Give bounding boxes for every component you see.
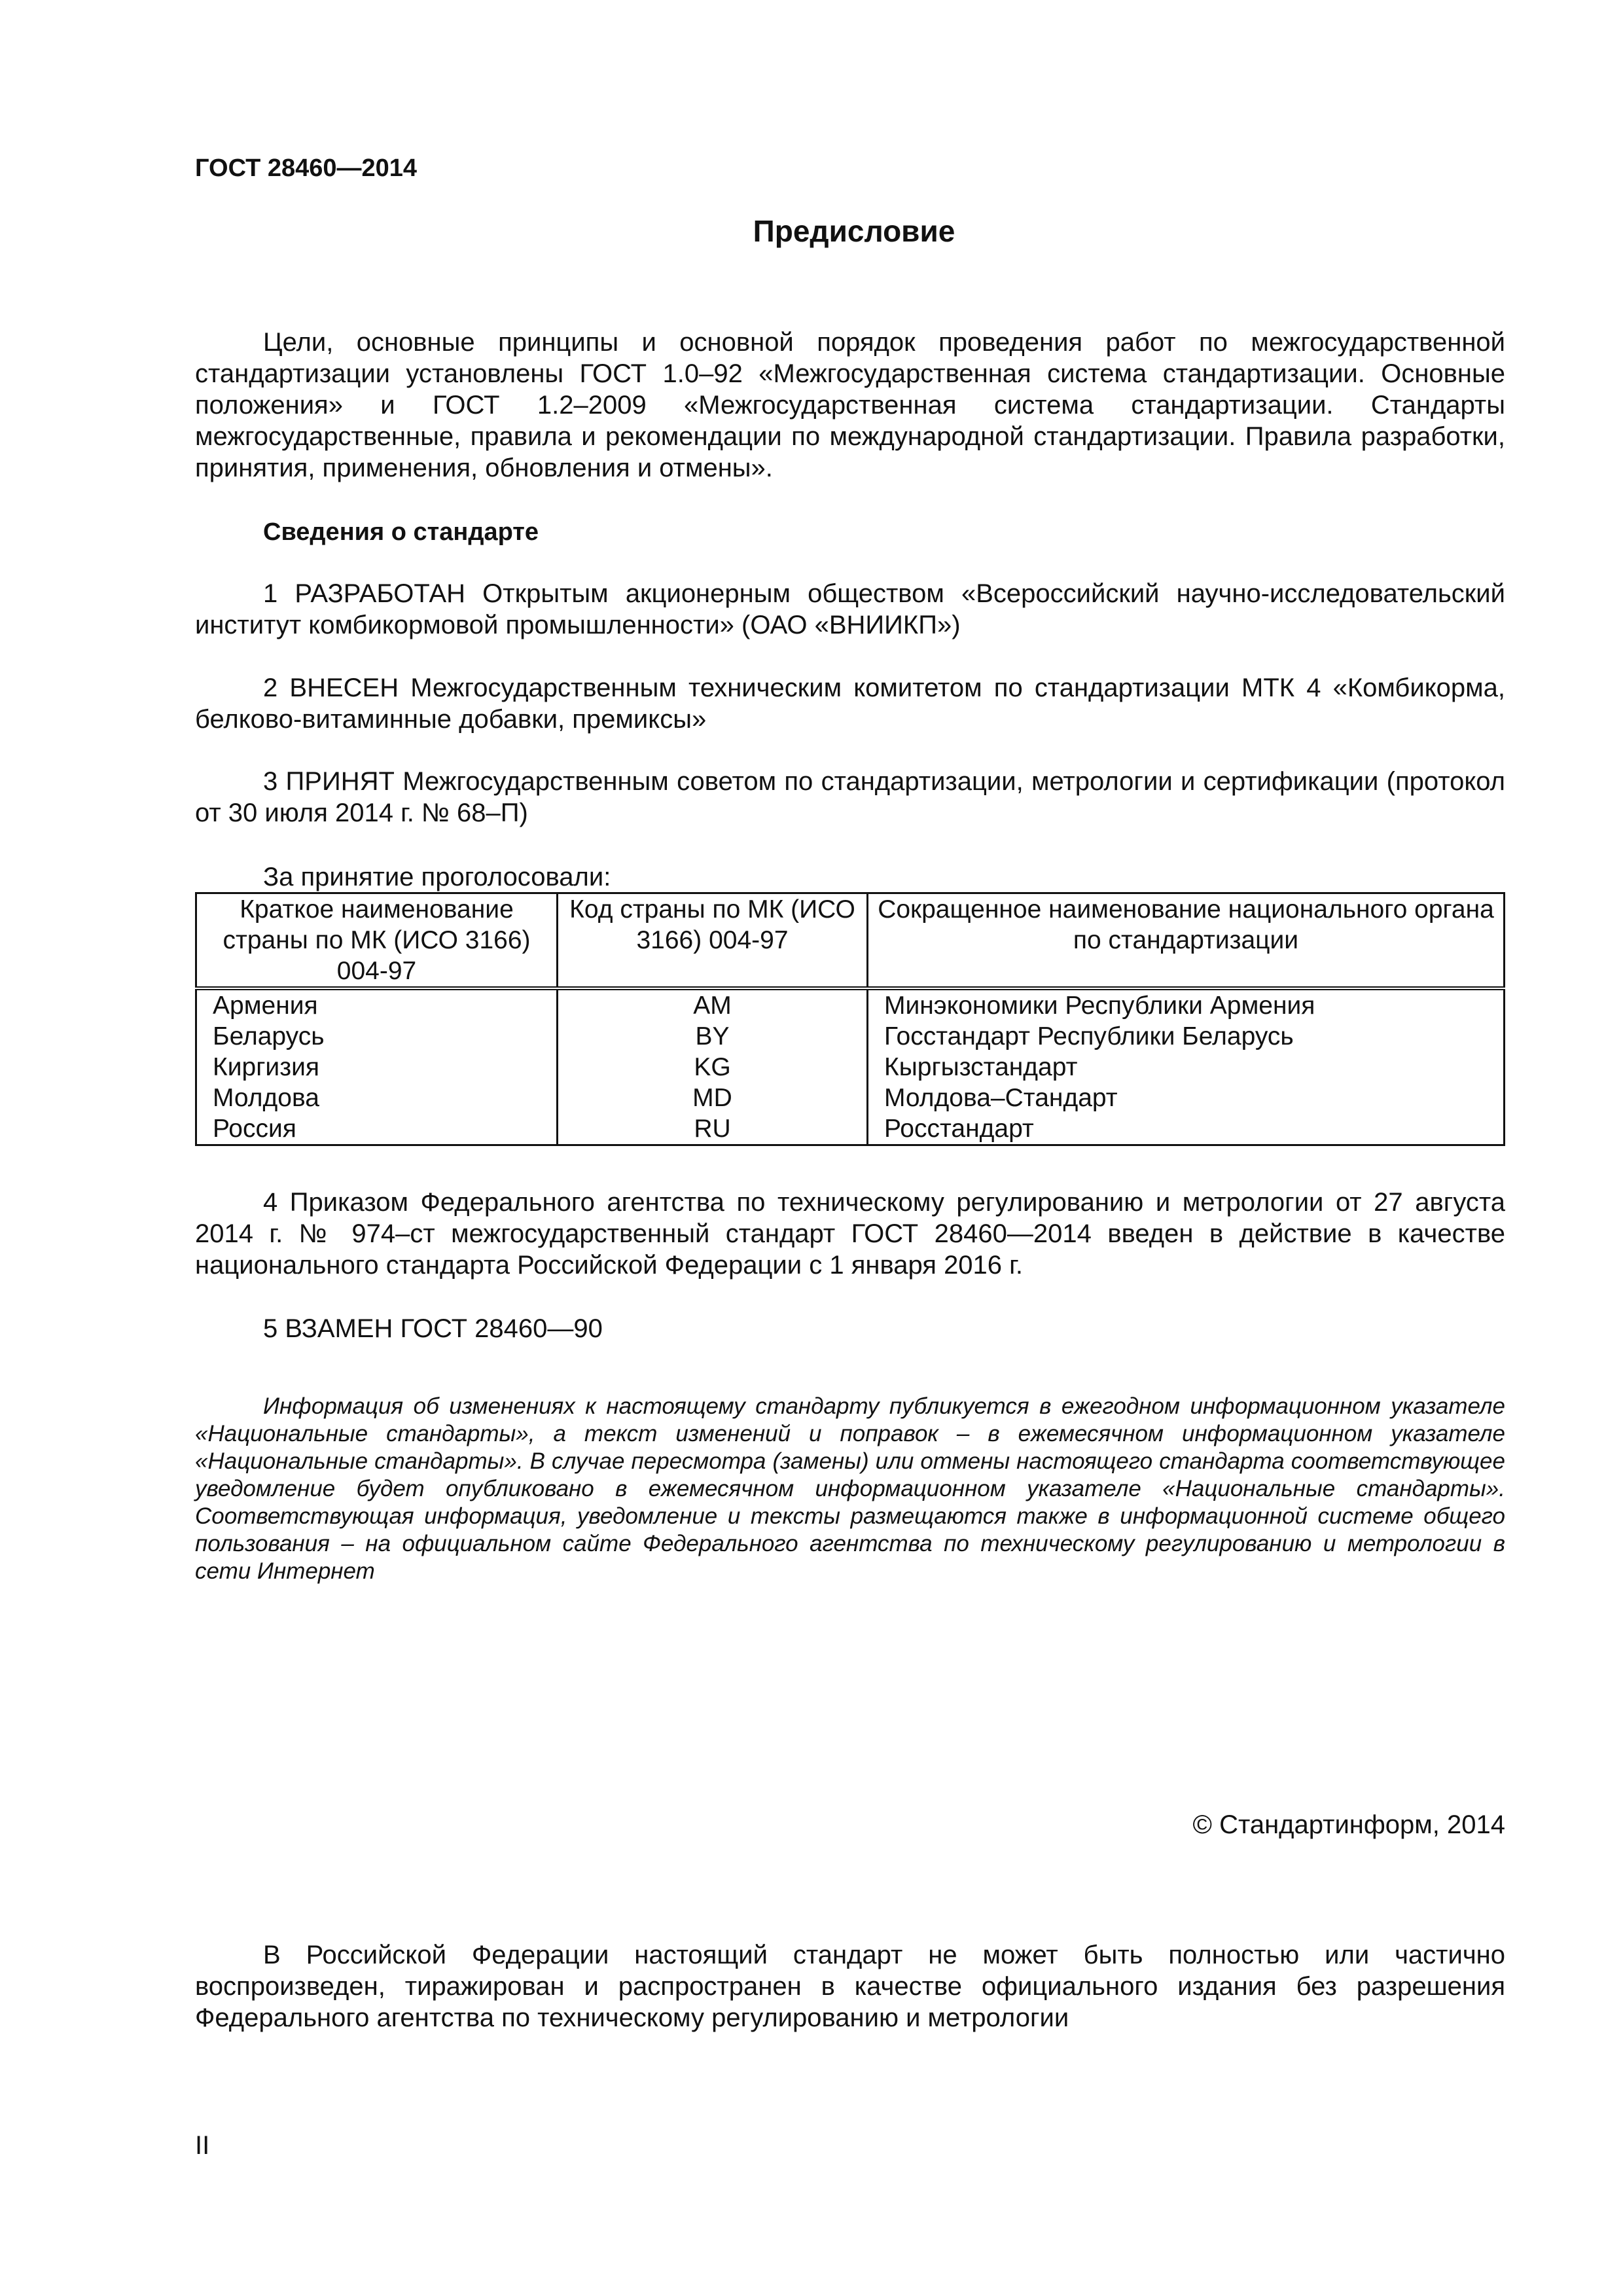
rights-notice-text: В Российской Федерации настоящий стандарт не может быть полностью или частично воспроизведен, тиражирован и распространен в качестве официального издания без разрешения Федерального агентства по техническому регулированию и метрологии — [195, 1941, 1505, 2032]
page-number: II — [195, 2131, 210, 2160]
intro-paragraph — [195, 327, 1505, 484]
item-replaces-text: 5 ВЗАМЕН ГОСТ 28460—90 — [263, 1314, 603, 1343]
table-row — [196, 1021, 1505, 1052]
table-row — [196, 1113, 1505, 1145]
code-cell: BY — [558, 1021, 868, 1052]
standard-code: ГОСТ 28460—2014 — [195, 154, 418, 182]
info-heading: Сведения о стандарте — [263, 518, 539, 546]
header-body: Сокращенное наименование национального органа по стандартизации — [868, 893, 1505, 989]
item-order-text: 4 Приказом Федерального агентства по техническому регулированию и метрологии от 27 августа 2014 г. № 974–ст межгосударственный стандарт ГОСТ 28460—2014 введен в действие в качестве национального стандарта Российской Федерации с 1 января 2016 г. — [195, 1188, 1505, 1280]
item-introduced-text: 2 ВНЕСЕН Межгосударственным техническим комитетом по стандартизации МТК 4 «Комбикорма, белково-витаминные добавки, премиксы» — [195, 673, 1505, 734]
country-cell: Армения — [196, 988, 558, 1021]
item-adopted — [195, 766, 1505, 829]
item-developed — [195, 578, 1505, 641]
intro-text: Цели, основные принципы и основной порядок проведения работ по межгосударственной стандартизации установлены ГОСТ 1.0–92 «Межгосударственная система стандартизации. Основные положения» и ГОСТ 1.2–2009 «Межгосударственная система стандартизации. Стандарты межгосударственные, правила и рекомендации по международной стандартизации. Правила разработки, принятия, применения, обновления и отмены». — [195, 328, 1505, 482]
country-cell: Киргизия — [196, 1052, 558, 1083]
table-row — [196, 1052, 1505, 1083]
copyright: © Стандартинформ, 2014 — [1192, 1810, 1505, 1839]
body-cell: Молдова–Стандарт — [868, 1083, 1505, 1113]
body-cell: Кыргызстандарт — [868, 1052, 1505, 1083]
country-cell: Молдова — [196, 1083, 558, 1113]
body-cell: Госстандарт Республики Беларусь — [868, 1021, 1505, 1052]
body-cell: Минэкономики Республики Армения — [868, 988, 1505, 1021]
country-cell: Россия — [196, 1113, 558, 1145]
header-code: Код страны по МК (ИСО 3166) 004-97 — [558, 893, 868, 989]
table-row — [196, 1083, 1505, 1113]
code-cell: MD — [558, 1083, 868, 1113]
item-order — [195, 1187, 1505, 1281]
country-cell: Беларусь — [196, 1021, 558, 1052]
header-country: Краткое наименование страны по МК (ИСО 3166) 004-97 — [196, 893, 558, 989]
item-developed-text: 1 РАЗРАБОТАН Открытым акционерным обществом «Всероссийский научно-исследовательский институт комбикормовой промышленности» (ОАО «ВНИИКП») — [195, 579, 1505, 639]
table-header-row — [196, 893, 1505, 989]
changes-info — [195, 1393, 1505, 1585]
code-cell: AM — [558, 988, 868, 1021]
code-cell: RU — [558, 1113, 868, 1145]
body-cell: Росстандарт — [868, 1113, 1505, 1145]
changes-info-text: Информация об изменениях к настоящему стандарту публикуется в ежегодном информационном указателе «Национальные стандарты», а текст изменений и поправок – в ежемесячном информационном указателе «Национальные стандарты». В случае пересмотра (замены) или отмены настоящего стандарта соответствующее уведомление будет опубликовано в ежемесячном информационном указателе «Национальные стандарты». Соответствующая информация, уведомление и тексты размещаются также в информационной системе общего пользования – на официальном сайте Федерального агентства по техническому регулированию и метрологии в сети Интернет — [195, 1393, 1505, 1584]
table-row — [196, 988, 1505, 1021]
rights-notice — [195, 1939, 1505, 2034]
page-title: Предисловие — [753, 214, 955, 248]
item-adopted-text: 3 ПРИНЯТ Межгосударственным советом по стандартизации, метрологии и сертификации (протокол от 30 июля 2014 г. № 68–П) — [195, 767, 1505, 827]
item-replaces — [195, 1313, 1505, 1344]
code-cell: KG — [558, 1052, 868, 1083]
voting-countries-table — [195, 892, 1505, 1146]
item-introduced — [195, 672, 1505, 735]
vote-label: За принятие проголосовали: — [263, 863, 611, 891]
